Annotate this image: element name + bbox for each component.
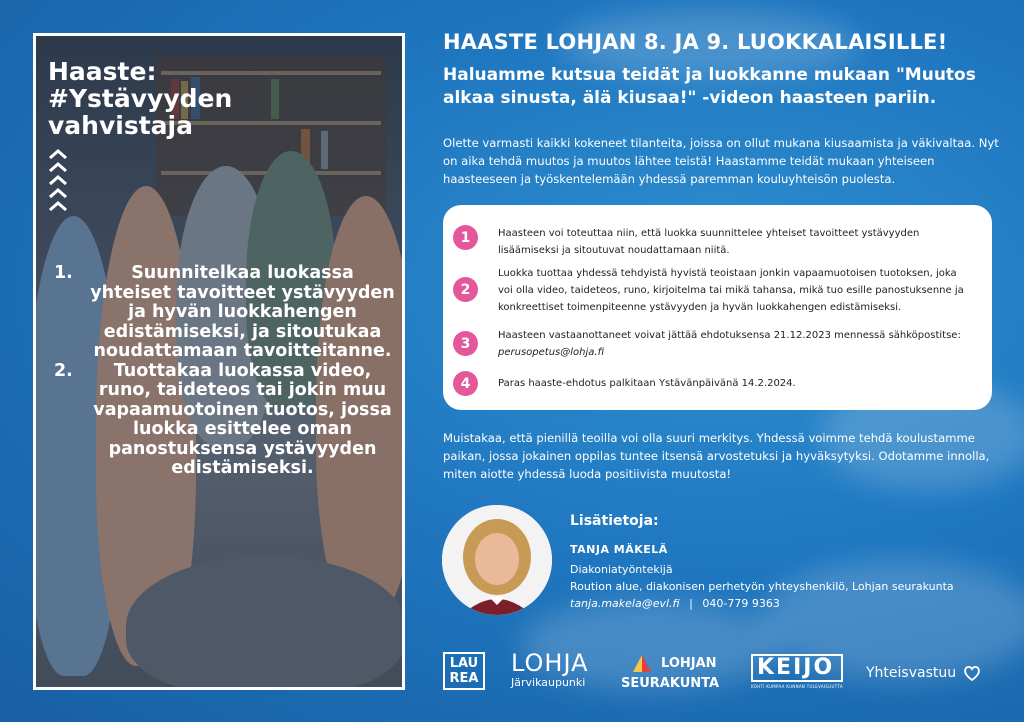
- card-step-text: Luokka tuottaa yhdessä tehdyistä hyvistä teoistaan jonkin vapaamuotoisen tuotoksen, joka voi olla video, taideteos, runo, kirjoitelma tai mikä tahansa, mikä tuo esille panostuksenne ja konkreettiset toimenpiteenne ystävyyden ja hyvän luokkahengen edistämiseksi.: [498, 268, 964, 313]
- lohja-logo-subtext: Järvikaupunki: [511, 676, 586, 689]
- step-text: Suunnitelkaa luokassa yhteiset tavoitteet ystävyyden ja hyvän luokkahengen edistämiseksi, ja sitoutukaa noudattamaan tavoitteitanne.: [90, 263, 395, 361]
- card-step: [453, 225, 973, 259]
- title-line: Haaste:: [48, 57, 157, 86]
- step-number-badge: 2: [453, 277, 478, 302]
- chevron-up-icon: [48, 200, 68, 212]
- seurakunta-logo-text: LOHJAN: [661, 656, 717, 671]
- chevron-up-icon: [48, 148, 68, 160]
- church-sail-icon: [631, 654, 653, 676]
- chevron-up-icon: [48, 174, 68, 186]
- keijo-logo-text: KEIJO: [751, 654, 843, 682]
- contact-info: [570, 513, 954, 612]
- avatar-portrait: [442, 505, 552, 615]
- card-step-text-main: Haasteen vastaanottaneet voivat jättää ehdotuksensa 21.12.2023 mennessä sähköpostitse:: [498, 330, 961, 341]
- chevron-up-icon: [48, 187, 68, 199]
- seurakunta-logo-text: SEURAKUNTA: [621, 676, 720, 691]
- card-step: [453, 327, 973, 361]
- intro-paragraph: Olette varmasti kaikki kokeneet tilanteita, joissa on ollut mukana kiusaamista ja väkivaltaa. Nyt on aika tehdä muutos ja muutos lähtee teistä! Haastamme teidät mukaan yhteiseen haasteeseen ja työskentelemään yhdessä paremman kouluyhteisön puolesta.: [443, 136, 999, 186]
- step-number-badge: 1: [453, 225, 478, 250]
- separator: |: [689, 597, 693, 610]
- step-number-badge: 4: [453, 371, 478, 396]
- yhteisvastuu-logo: [866, 662, 981, 681]
- card-step-text: [498, 327, 961, 361]
- step-number: 2.: [54, 360, 73, 381]
- step-text: Tuottakaa luokassa video, runo, taideteos tai jokin muu vapaamuotoinen tuotos, jossa luokka esittelee oman panostuksensa ystävyyden edistämiseksi.: [93, 360, 392, 478]
- sub-headline: Haluamme kutsua teidät ja luokkanne mukaan "Muutos alkaa sinusta, älä kiusaa!" -videon haasteen pariin.: [443, 65, 976, 108]
- contact-email-link[interactable]: tanja.makela@evl.fi: [570, 597, 680, 610]
- contact-avatar: [442, 505, 552, 615]
- laurea-logo: [443, 652, 485, 690]
- heart-icon: [963, 665, 981, 681]
- challenge-title: [48, 58, 232, 139]
- partner-logos: [443, 648, 1003, 696]
- laurea-logo-text: REA: [449, 671, 479, 686]
- title-line: vahvistaja: [48, 111, 193, 140]
- main-headline: HAASTE LOHJAN 8. JA 9. LUOKKALAISILLE!: [443, 30, 948, 54]
- challenge-step: [50, 264, 395, 362]
- laurea-logo-text: LAU: [449, 656, 479, 671]
- steps-card: [443, 205, 992, 410]
- keijo-logo-subtext: KOHTI KUMPAA KUNNAN TULEVAISUUTTA: [751, 684, 843, 689]
- lohja-logo-text: LOHJA: [511, 649, 589, 677]
- contact-heading: Lisätietoja:: [570, 513, 659, 529]
- chevron-up-stack-icon: [48, 148, 76, 213]
- card-step: [453, 371, 973, 396]
- yhteisvastuu-logo-text: Yhteisvastuu: [866, 665, 957, 681]
- contact-details: [570, 595, 954, 612]
- lohja-logo: [511, 650, 589, 689]
- challenge-photo-panel: [33, 33, 405, 690]
- contact-name: TANJA MÄKELÄ: [570, 543, 668, 556]
- submission-email-link[interactable]: perusopetus@lohja.fi: [498, 347, 605, 358]
- challenge-steps: [50, 264, 395, 479]
- contact-role: Diakoniatyöntekijä: [570, 563, 673, 576]
- keijo-logo: [751, 654, 843, 689]
- card-step-text: Paras haaste-ehdotus palkitaan Ystävänpäivänä 14.2.2024.: [498, 378, 796, 389]
- step-number: 1.: [54, 263, 73, 283]
- contact-area: Roution alue, diakonisen perhetyön yhteyshenkilö, Lohjan seurakunta: [570, 580, 954, 593]
- challenge-step: [50, 362, 395, 479]
- card-step: [453, 265, 973, 316]
- card-step-text: Haasteen voi toteuttaa niin, että luokka suunnittelee yhteiset tavoitteet ystävyyden lisäämiseksi ja sitoutuvat noudattamaan niitä.: [498, 228, 920, 256]
- chevron-up-icon: [48, 161, 68, 173]
- step-number-badge: 3: [453, 331, 478, 356]
- contact-phone: 040-779 9363: [702, 597, 780, 610]
- outro-paragraph: Muistakaa, että pienillä teoilla voi olla suuri merkitys. Yhdessä voimme tehdä koulustamme paikan, jossa jokainen oppilas tuntee itsensä arvostetuksi ja hyväksytyksi. Odotamme innolla, miten aiotte yhdessä luoda positiivista muutosta!: [443, 431, 990, 481]
- title-line: #Ystävyyden: [48, 84, 233, 113]
